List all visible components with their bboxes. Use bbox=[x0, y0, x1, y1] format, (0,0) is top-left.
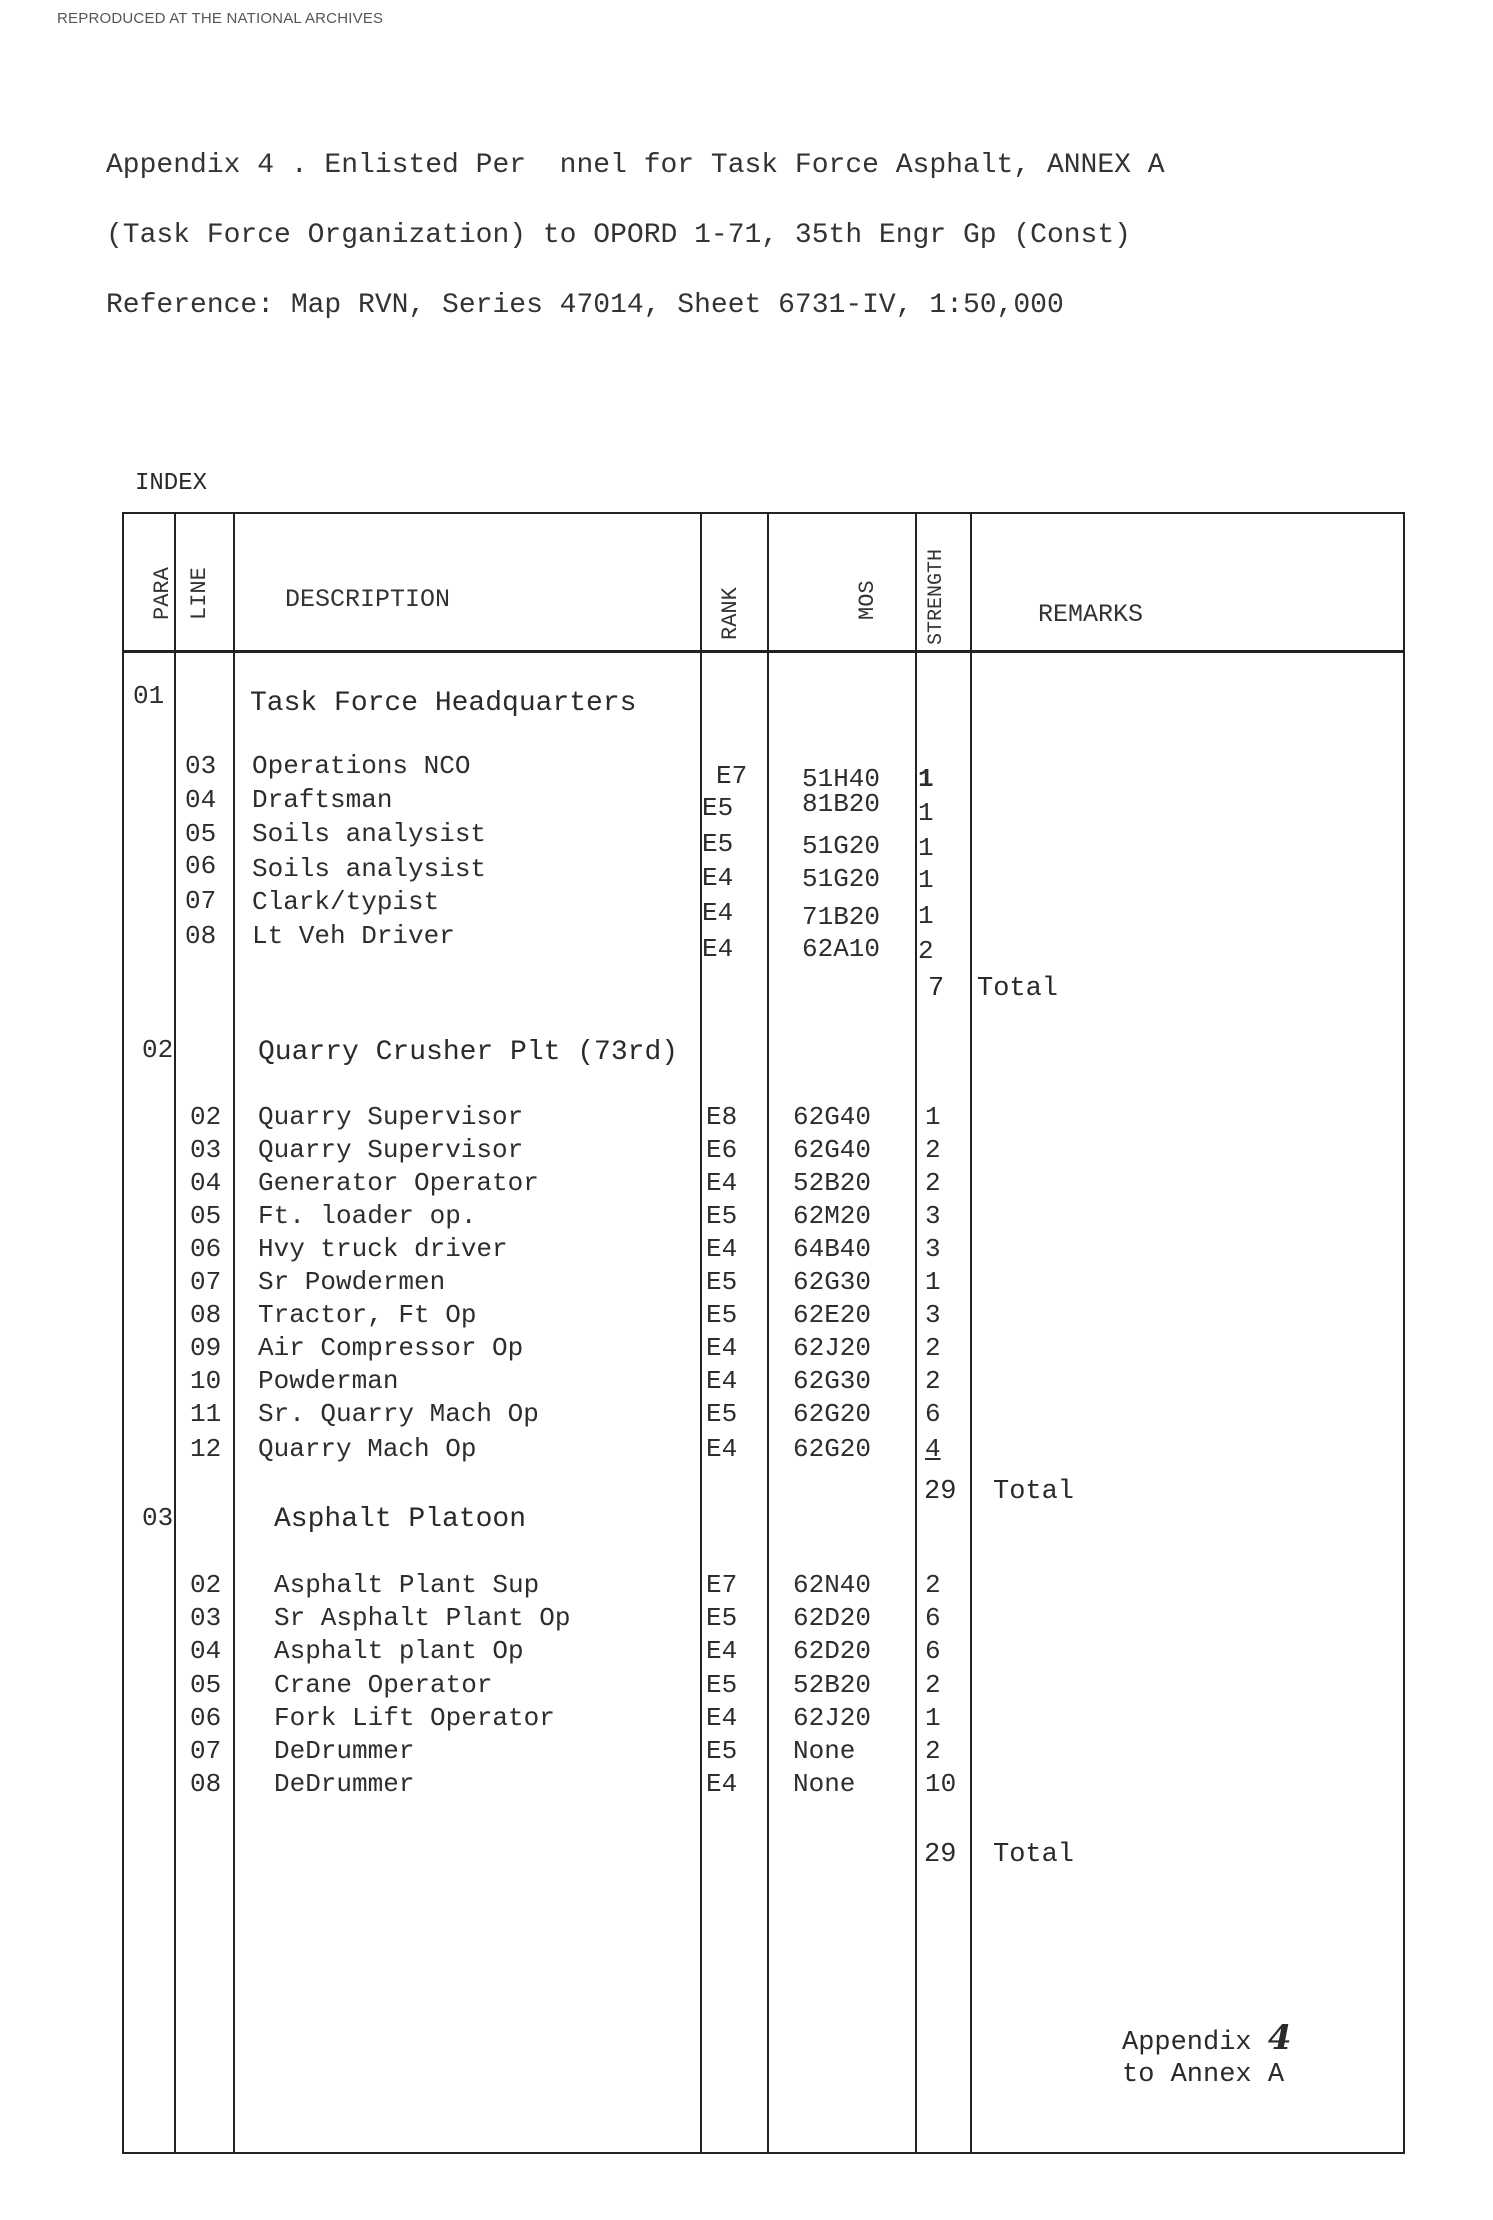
row-description: Soils analysist bbox=[252, 819, 487, 849]
heading-line-1: Appendix 4 . Enlisted Per nnel for Task Force Asphalt, ANNEX A bbox=[106, 150, 1165, 181]
row-line: 06 bbox=[185, 851, 217, 881]
row-description: Draftsman bbox=[252, 785, 393, 815]
appendix-footer bbox=[1122, 2018, 1292, 2092]
row-description: Sr Asphalt Plant Op bbox=[274, 1603, 571, 1633]
row-mos: 62G30 bbox=[793, 1366, 872, 1396]
row-line: 11 bbox=[190, 1399, 222, 1429]
row-rank: E4 bbox=[706, 1703, 738, 1733]
appendix-number: 4 bbox=[1267, 2018, 1292, 2058]
row-strength: 1 bbox=[918, 865, 934, 895]
row-description: Quarry Supervisor bbox=[258, 1135, 524, 1165]
row-line: 06 bbox=[190, 1703, 222, 1733]
col-divider-desc bbox=[700, 512, 702, 2154]
row-strength: 1 bbox=[918, 901, 934, 931]
row-description: DeDrummer bbox=[274, 1736, 415, 1766]
section-total-value: 29 bbox=[924, 1840, 957, 1870]
row-mos: 52B20 bbox=[793, 1670, 872, 1700]
row-description: Crane Operator bbox=[274, 1670, 493, 1700]
row-rank: E5 bbox=[706, 1300, 738, 1330]
row-rank: E4 bbox=[702, 863, 734, 893]
row-description: Quarry Supervisor bbox=[258, 1102, 524, 1132]
row-mos: 51G20 bbox=[802, 864, 881, 894]
col-divider-strength bbox=[970, 512, 972, 2154]
section-title: Task Force Headquarters bbox=[250, 688, 637, 719]
row-description: Ft. loader op. bbox=[258, 1201, 477, 1231]
row-description: DeDrummer bbox=[274, 1769, 415, 1799]
row-line: 02 bbox=[190, 1102, 222, 1132]
row-rank: E5 bbox=[706, 1201, 738, 1231]
row-line: 03 bbox=[185, 751, 217, 781]
row-line: 04 bbox=[185, 785, 217, 815]
row-line: 03 bbox=[190, 1135, 222, 1165]
row-strength: 2 bbox=[925, 1670, 941, 1700]
row-rank: E4 bbox=[706, 1234, 738, 1264]
row-strength: 1 bbox=[918, 798, 934, 828]
row-line: 06 bbox=[190, 1234, 222, 1264]
row-description: Tractor, Ft Op bbox=[258, 1300, 477, 1330]
row-strength: 2 bbox=[918, 936, 934, 966]
row-rank: E8 bbox=[706, 1102, 738, 1132]
row-description: Operations NCO bbox=[252, 751, 471, 781]
col-header-strength: STRENGTH bbox=[925, 548, 948, 645]
row-rank: E4 bbox=[706, 1636, 738, 1666]
row-description: Sr. Quarry Mach Op bbox=[258, 1399, 539, 1429]
row-rank: E5 bbox=[702, 793, 734, 823]
col-header-line: LINE bbox=[187, 567, 212, 620]
row-mos: 62G20 bbox=[793, 1399, 872, 1429]
col-divider-para bbox=[174, 512, 176, 2154]
row-strength: 1 bbox=[918, 764, 934, 794]
row-mos: None bbox=[793, 1736, 856, 1766]
row-strength: 10 bbox=[925, 1769, 957, 1799]
row-rank: E5 bbox=[706, 1267, 738, 1297]
col-header-mos: MOS bbox=[855, 580, 880, 620]
row-description: Asphalt plant Op bbox=[274, 1636, 524, 1666]
row-strength: 1 bbox=[925, 1102, 941, 1132]
archives-stamp: REPRODUCED AT THE NATIONAL ARCHIVES bbox=[57, 10, 384, 27]
row-rank: E5 bbox=[706, 1670, 738, 1700]
row-line: 03 bbox=[190, 1603, 222, 1633]
row-description: Soils analysist bbox=[252, 854, 487, 884]
row-line: 08 bbox=[190, 1769, 222, 1799]
row-line: 10 bbox=[190, 1366, 222, 1396]
col-divider-line bbox=[233, 512, 235, 2154]
row-description: Hvy truck driver bbox=[258, 1234, 508, 1264]
row-line: 12 bbox=[190, 1434, 222, 1464]
row-strength: 6 bbox=[925, 1399, 941, 1429]
row-line: 09 bbox=[190, 1333, 222, 1363]
row-mos: 62A10 bbox=[802, 934, 881, 964]
row-rank: E5 bbox=[706, 1736, 738, 1766]
row-line: 04 bbox=[190, 1636, 222, 1666]
index-label: INDEX bbox=[135, 470, 208, 497]
section-total-label: Total bbox=[977, 974, 1059, 1004]
annex-line: to Annex A bbox=[1122, 2060, 1285, 2091]
row-line: 08 bbox=[190, 1300, 222, 1330]
heading-line-3: Reference: Map RVN, Series 47014, Sheet 6731-IV, 1:50,000 bbox=[106, 290, 1064, 321]
section-total-label: Total bbox=[993, 1840, 1075, 1870]
row-strength: 6 bbox=[925, 1603, 941, 1633]
section-para: 03 bbox=[142, 1503, 174, 1533]
row-mos: 51H40 bbox=[802, 764, 881, 794]
row-description: Clark/typist bbox=[252, 887, 440, 917]
section-title: Asphalt Platoon bbox=[274, 1504, 527, 1535]
col-divider-mos bbox=[915, 512, 917, 2154]
row-strength: 1 bbox=[925, 1703, 941, 1733]
row-strength: 1 bbox=[925, 1267, 941, 1297]
row-strength: 2 bbox=[925, 1570, 941, 1600]
row-strength: 2 bbox=[925, 1333, 941, 1363]
row-mos: 62D20 bbox=[793, 1636, 872, 1666]
row-description: Quarry Mach Op bbox=[258, 1434, 477, 1464]
row-description: Generator Operator bbox=[258, 1168, 539, 1198]
row-strength: 4 bbox=[925, 1434, 941, 1464]
row-mos: 64B40 bbox=[793, 1234, 872, 1264]
section-total-label: Total bbox=[993, 1477, 1075, 1507]
header-rule bbox=[122, 650, 1405, 653]
row-mos: 62G40 bbox=[793, 1102, 872, 1132]
row-description: Sr Powdermen bbox=[258, 1267, 446, 1297]
row-rank: E4 bbox=[706, 1366, 738, 1396]
row-mos: 62J20 bbox=[793, 1703, 872, 1733]
row-rank: E7 bbox=[716, 761, 748, 791]
row-line: 07 bbox=[190, 1267, 222, 1297]
row-strength: 1 bbox=[918, 833, 934, 863]
row-mos: 62G40 bbox=[793, 1135, 872, 1165]
col-header-para: PARA bbox=[150, 567, 175, 620]
section-para: 01 bbox=[133, 681, 165, 711]
row-strength: 3 bbox=[925, 1234, 941, 1264]
heading-line-2: (Task Force Organization) to OPORD 1-71, 35th Engr Gp (Const) bbox=[106, 220, 1131, 251]
col-divider-rank bbox=[767, 512, 769, 2154]
row-mos: 52B20 bbox=[793, 1168, 872, 1198]
row-mos: 51G20 bbox=[802, 831, 881, 861]
row-rank: E4 bbox=[706, 1168, 738, 1198]
row-mos: 62G20 bbox=[793, 1434, 872, 1464]
row-rank: E5 bbox=[706, 1603, 738, 1633]
row-rank: E4 bbox=[706, 1434, 738, 1464]
col-header-description: DESCRIPTION bbox=[285, 585, 451, 614]
row-rank: E6 bbox=[706, 1135, 738, 1165]
section-total-value: 29 bbox=[924, 1477, 957, 1507]
row-strength: 2 bbox=[925, 1736, 941, 1766]
row-mos: 62N40 bbox=[793, 1570, 872, 1600]
row-description: Fork Lift Operator bbox=[274, 1703, 555, 1733]
row-mos: 71B20 bbox=[802, 902, 881, 932]
row-description: Lt Veh Driver bbox=[252, 921, 455, 951]
row-rank: E4 bbox=[702, 898, 734, 928]
row-line: 05 bbox=[190, 1201, 222, 1231]
row-rank: E5 bbox=[706, 1399, 738, 1429]
row-strength: 6 bbox=[925, 1636, 941, 1666]
row-line: 08 bbox=[185, 921, 217, 951]
row-strength: 2 bbox=[925, 1366, 941, 1396]
row-mos: 62E20 bbox=[793, 1300, 872, 1330]
row-description: Asphalt Plant Sup bbox=[274, 1570, 540, 1600]
row-rank: E5 bbox=[702, 829, 734, 859]
row-line: 07 bbox=[185, 886, 217, 916]
row-rank: E4 bbox=[706, 1333, 738, 1363]
row-mos: 62M20 bbox=[793, 1201, 872, 1231]
row-rank: E4 bbox=[706, 1769, 738, 1799]
section-para: 02 bbox=[142, 1035, 174, 1065]
row-line: 05 bbox=[190, 1670, 222, 1700]
appendix-word: Appendix bbox=[1122, 2028, 1252, 2058]
row-strength: 3 bbox=[925, 1201, 941, 1231]
row-line: 04 bbox=[190, 1168, 222, 1198]
row-line: 05 bbox=[185, 819, 217, 849]
row-description: Powderman bbox=[258, 1366, 399, 1396]
section-total-value: 7 bbox=[928, 974, 945, 1004]
col-header-rank: RANK bbox=[718, 587, 743, 640]
row-mos: 62J20 bbox=[793, 1333, 872, 1363]
col-header-remarks: REMARKS bbox=[1038, 600, 1144, 629]
row-mos: 62G30 bbox=[793, 1267, 872, 1297]
row-line: 07 bbox=[190, 1736, 222, 1766]
row-rank: E7 bbox=[706, 1570, 738, 1600]
row-mos: 81B20 bbox=[802, 789, 881, 819]
row-description: Air Compressor Op bbox=[258, 1333, 524, 1363]
row-mos: 62D20 bbox=[793, 1603, 872, 1633]
row-rank: E4 bbox=[702, 934, 734, 964]
row-strength: 3 bbox=[925, 1300, 941, 1330]
row-line: 02 bbox=[190, 1570, 222, 1600]
row-strength: 2 bbox=[925, 1168, 941, 1198]
section-title: Quarry Crusher Plt (73rd) bbox=[258, 1037, 679, 1068]
row-mos: None bbox=[793, 1769, 856, 1799]
row-strength: 2 bbox=[925, 1135, 941, 1165]
